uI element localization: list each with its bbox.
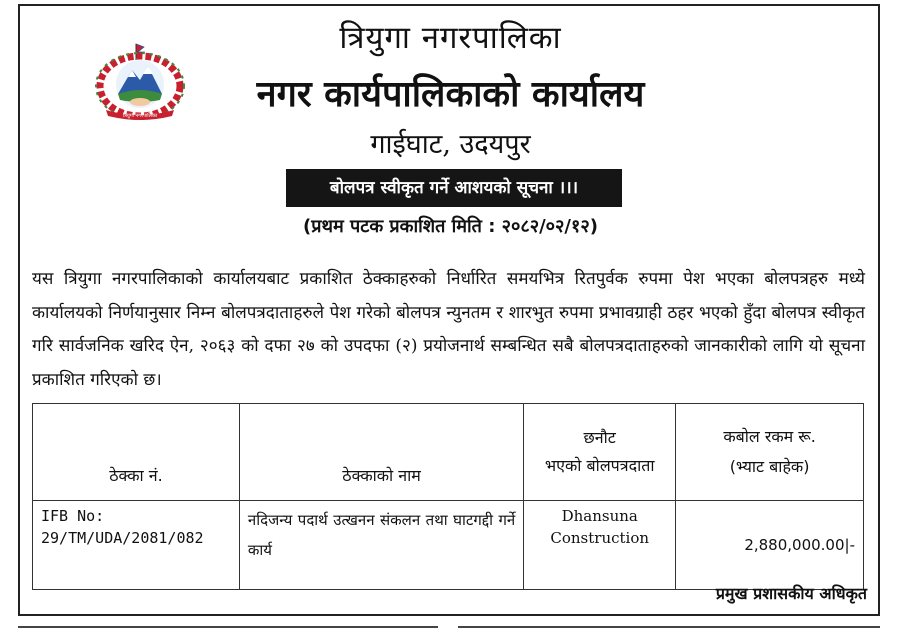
- header-selected-bidder-line2: भएको बोलपत्रदाता: [544, 456, 655, 475]
- cell-contract-name: नदिजन्य पदार्थ उत्खनन संकलन तथा घाटगद्दी गर्ने कार्य: [239, 501, 523, 590]
- bidder-line1: Dhansuna: [561, 507, 638, 525]
- office-name: नगर कार्यपालिकाको कार्यालय: [256, 73, 645, 115]
- cell-bid-amount: 2,880,000.00|-: [676, 501, 864, 590]
- header-bid-amount: [676, 404, 864, 501]
- notice-body: यस त्रियुगा नगरपालिकाको कार्यालयबाट प्रकाशित ठेक्काहरुको निर्धारित समयभित्र रितपुर्वक रुपमा पेश भएका बोलपत्रहरु मध्ये कार्यालयको निर्णयानुसार निम्न बोलपत्रदाताहरुले पेश गरेको बोलपत्र न्युनतम र शारभुत रुपमा प्रभावग्राही ठहर भएको हुँदा बोलपत्र स्वीकृत गरि सार्वजनिक खरिद ऐन, २०६३ को दफा २७ को उपदफा (२) प्रयोजनार्थ सम्बन्धित सबै बोलपत्रदाताहरुको जानकारीको लागि यो सूचना प्रकाशित गरिएको छ।: [32, 269, 865, 390]
- tender-table: [32, 403, 864, 590]
- bidder-line2: Construction: [550, 529, 650, 547]
- bottom-rule-right: [458, 626, 880, 628]
- contract-no-line2: 29/TM/UDA/2081/082: [41, 529, 204, 547]
- notice-title: बोलपत्र स्वीकृत गर्ने आशयको सूचना ।।।: [286, 169, 622, 207]
- bottom-strip: [18, 620, 880, 632]
- signature: प्रमुख प्रशासकीय अधिकृत: [715, 584, 867, 603]
- header-bid-amount-line1: कबोल रकम रू.: [723, 427, 816, 446]
- header-selected-bidder: [524, 404, 676, 501]
- municipality-name: त्रियुगा नगरपालिका: [339, 20, 562, 56]
- bottom-rule-left: [18, 626, 438, 628]
- logo-caption: त्रियुगा नगरपालिका: [122, 113, 158, 119]
- contract-no-line1: IFB No:: [41, 507, 105, 525]
- office-address: गाईघाट, उदयपुर: [370, 129, 531, 160]
- header-selected-bidder-line1: छनौट: [583, 428, 616, 447]
- header-contract-no: ठेक्का नं.: [33, 404, 240, 501]
- header-bid-amount-line2: (भ्याट बाहेक): [729, 457, 810, 476]
- table-row: [33, 501, 864, 590]
- header-contract-name: ठेक्काको नाम: [239, 404, 523, 501]
- publish-date: (प्रथम पटक प्रकाशित मिति : २०८२/०२/१२): [303, 216, 598, 237]
- cell-contract-no: [33, 501, 240, 590]
- table-header-row: [33, 404, 864, 501]
- cell-bidder: [524, 501, 676, 590]
